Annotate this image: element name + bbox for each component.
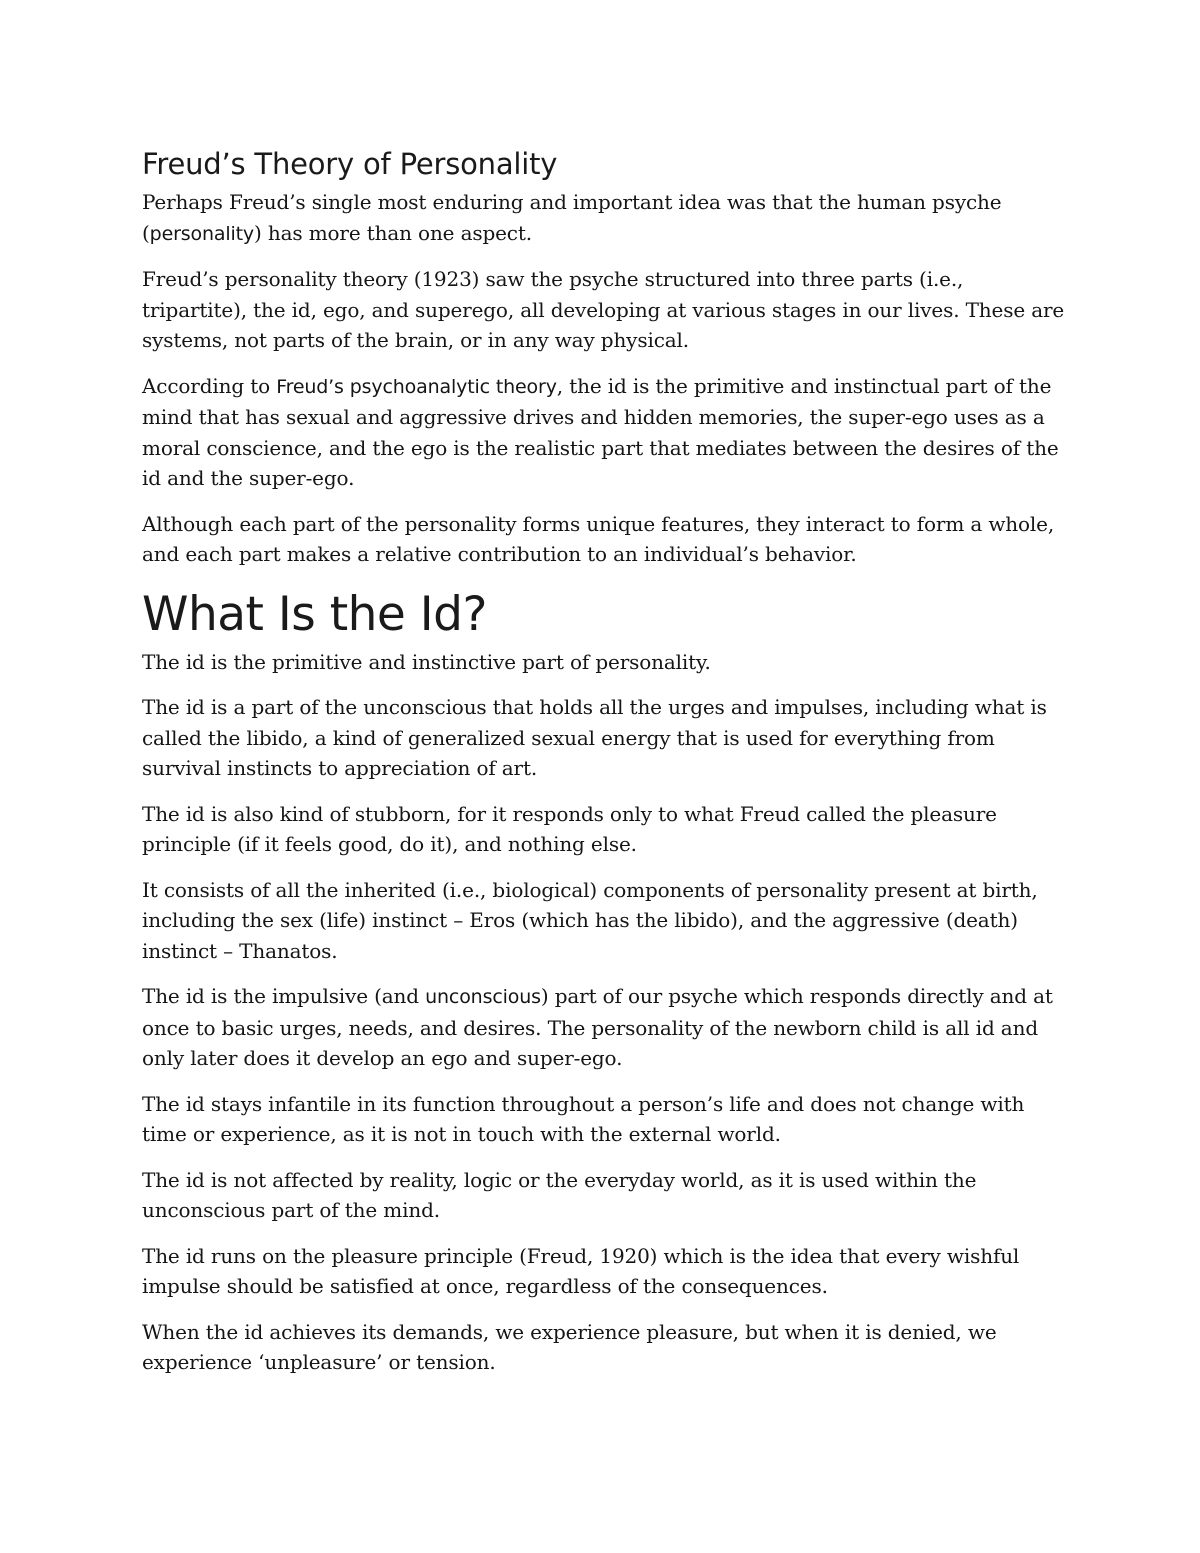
- paragraph: [142, 981, 1067, 1074]
- paragraph-text: , the id is the primitive and instinctual part of the mind that has sexual and aggressive drives and hidden memories, the super-ego uses as a moral conscience, and the ego is the realistic part that mediates between the desires of the id and the super-ego.: [142, 373, 1059, 490]
- paragraph: The id is also kind of stubborn, for it responds only to what Freud called the pleasure principle (if it feels good, do it), and nothing else.: [142, 801, 997, 856]
- paragraph: The id runs on the pleasure principle (Freud, 1920) which is the idea that every wishful impulse should be satisfied at once, regardless of the consequences.: [142, 1243, 1020, 1298]
- paragraph: Although each part of the personality forms unique features, they interact to form a whole, and each part makes a relative contribution to an individual’s behavior.: [142, 511, 1055, 566]
- document-body: [142, 145, 1067, 1393]
- paragraph: [142, 187, 1067, 249]
- paragraph-text: According to: [142, 373, 277, 398]
- paragraph: Freud’s personality theory (1923) saw the psyche structured into three parts (i.e., tripartite), the id, ego, and superego, all developing at various stages in our lives. These are systems, not parts of the brain, or in any way physical.: [142, 267, 1065, 352]
- paragraph: The id is a part of the unconscious that holds all the urges and impulses, including what is called the libido, a kind of generalized sexual energy that is used for everything from survival instincts to appreciation of art.: [142, 695, 1047, 780]
- section-title-id: What Is the Id?: [142, 586, 487, 642]
- paragraph-text: Perhaps Freud’s single most enduring and important idea was that the human psyche (: [142, 190, 1002, 245]
- section-title-theory: Freud’s Theory of Personality: [142, 147, 558, 181]
- paragraph: The id stays infantile in its function throughout a person’s life and does not change with time or experience, as it is not in touch with the external world.: [142, 1091, 1025, 1146]
- personality-link[interactable]: personality: [149, 222, 255, 245]
- psychoanalytic-theory-link[interactable]: Freud’s psychoanalytic theory: [276, 375, 557, 398]
- paragraph-text: ) part of our psyche which responds directly and at once to basic urges, needs, and desires. The personality of the newborn child is all id and only later does it develop an ego and super-ego.: [142, 984, 1053, 1070]
- unconscious-link[interactable]: unconscious: [425, 986, 541, 1008]
- paragraph-text: The id is the impulsive (and: [142, 984, 426, 1008]
- paragraph: The id is not affected by reality, logic or the everyday world, as it is used within the unconscious part of the mind.: [142, 1167, 977, 1222]
- paragraph-text: ) has more than one aspect.: [254, 220, 532, 245]
- paragraph: It consists of all the inherited (i.e., biological) components of personality present at birth, including the sex (life) instinct – Eros (which has the libido), and the aggressive (death) instinct – Thanatos.: [142, 877, 1038, 963]
- paragraph: [142, 371, 1067, 494]
- paragraph: The id is the primitive and instinctive part of personality.: [142, 649, 711, 674]
- paragraph: When the id achieves its demands, we experience pleasure, but when it is denied, we experience ‘unpleasure’ or tension.: [142, 1319, 997, 1374]
